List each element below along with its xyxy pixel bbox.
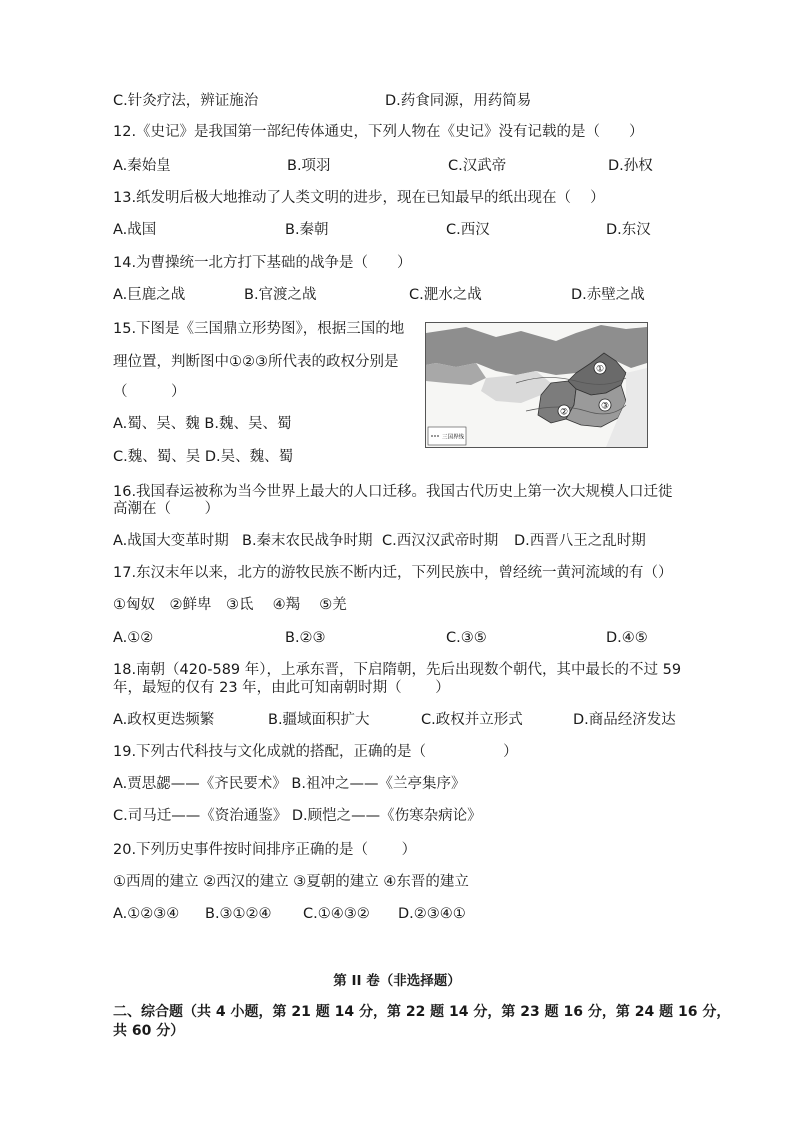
q15-options-cd: C.魏、蜀、吴 D.吴、魏、蜀 xyxy=(113,449,294,465)
q20-option-a: A.①②③④ xyxy=(113,906,180,922)
q19-stem: 19.下列古代科技与文化成就的搭配，正确的是（ ） xyxy=(113,744,518,760)
q12-option-a: A.秦始皇 xyxy=(113,158,171,174)
three-kingdoms-map xyxy=(425,322,648,448)
part2-title: 第 II 卷（非选择题） xyxy=(333,973,461,989)
q12-option-c: C.汉武帝 xyxy=(448,158,507,174)
q18-stem-line2: 年，最短的仅有 23 年，由此可知南朝时期（ ） xyxy=(113,680,450,696)
marker-2: ② xyxy=(559,407,569,418)
q18-stem-line1: 18.南朝（420-589 年），上承东晋，下启隋朝，先后出现数个朝代，其中最长的不过 59 xyxy=(113,662,682,678)
q14-option-d: D.赤壁之战 xyxy=(571,287,645,303)
q12-option-d: D.孙权 xyxy=(608,158,653,174)
q15-options-ab: A.蜀、吴、魏 B.魏、吴、蜀 xyxy=(113,416,292,432)
q17-option-c: C.③⑤ xyxy=(446,630,487,646)
q19-options-ab: A.贾思勰——《齐民要术》 B.祖冲之——《兰亭集序》 xyxy=(113,776,466,792)
q17-items: ①匈奴 ②鲜卑 ③氐 ④羯 ⑤羌 xyxy=(113,597,347,613)
q15-stem-line1: 15.下图是《三国鼎立形势图》，根据三国的地 xyxy=(113,321,405,337)
q11-option-c: C.针灸疗法，辨证施治 xyxy=(113,93,259,109)
q16-stem-line2: 高潮在（ ） xyxy=(113,501,220,517)
q15-stem-line3: （ ） xyxy=(113,384,186,400)
q14-option-b: B.官渡之战 xyxy=(244,287,317,303)
q17-option-d: D.④⑤ xyxy=(606,630,648,646)
q13-stem: 13.纸发明后极大地推动了人类文明的进步，现在已知最早的纸出现在（ ） xyxy=(113,190,605,206)
q20-items: ①西周的建立 ②西汉的建立 ③夏朝的建立 ④东晋的建立 xyxy=(113,874,469,890)
q13-option-a: A.战国 xyxy=(113,222,157,238)
map-legend-label: 三国界线 xyxy=(442,434,465,441)
q18-option-d: D.商品经济发达 xyxy=(573,712,676,728)
q17-option-b: B.②③ xyxy=(285,630,326,646)
q18-option-a: A.政权更迭频繁 xyxy=(113,712,215,728)
q13-option-b: B.秦朝 xyxy=(285,222,329,238)
q17-option-a: A.①② xyxy=(113,630,154,646)
q16-option-a: A.战国大变革时期 xyxy=(113,533,229,549)
q20-stem: 20.下列历史事件按时间排序正确的是（ ） xyxy=(113,842,417,858)
q16-stem-line1: 16.我国春运被称为当今世界上最大的人口迁移。我国古代历史上第一次大规模人口迁徙 xyxy=(113,484,673,500)
q19-options-cd: C.司马迁——《资治通鉴》 D.顾恺之——《伤寒杂病论》 xyxy=(113,808,482,824)
marker-1: ① xyxy=(595,364,605,375)
part2-heading-line1: 二、综合题（共 4 小题，第 21 题 14 分，第 22 题 14 分，第 23 题 16 分，第 24 题 16 分， xyxy=(113,1004,731,1020)
q14-option-a: A.巨鹿之战 xyxy=(113,287,186,303)
q20-option-c: C.①④③② xyxy=(303,906,370,922)
q16-option-c: C.西汉汉武帝时期 xyxy=(382,533,499,549)
q16-option-d: D.西晋八王之乱时期 xyxy=(514,533,646,549)
q17-stem: 17.东汉末年以来，北方的游牧民族不断内迁，下列民族中，曾经统一黄河流域的有（） xyxy=(113,565,673,581)
q16-option-b: B.秦末农民战争时期 xyxy=(242,533,373,549)
q15-stem-line2: 理位置，判断图中①②③所代表的政权分别是 xyxy=(113,354,399,370)
q18-option-b: B.疆域面积扩大 xyxy=(268,712,370,728)
q20-option-d: D.②③④① xyxy=(398,906,466,922)
q11-option-d: D.药食同源，用药简易 xyxy=(385,93,532,109)
q20-option-b: B.③①②④ xyxy=(205,906,272,922)
part2-heading-line2: 共 60 分） xyxy=(113,1023,185,1039)
q18-option-c: C.政权并立形式 xyxy=(421,712,523,728)
q13-option-d: D.东汉 xyxy=(606,222,651,238)
q14-stem: 14.为曹操统一北方打下基础的战争是（ ） xyxy=(113,255,412,271)
q12-option-b: B.项羽 xyxy=(287,158,331,174)
q14-option-c: C.淝水之战 xyxy=(409,287,482,303)
q12-stem: 12.《史记》是我国第一部纪传体通史，下列人物在《史记》没有记载的是（ ） xyxy=(113,124,644,140)
marker-3: ③ xyxy=(600,401,610,412)
q13-option-c: C.西汉 xyxy=(446,222,490,238)
